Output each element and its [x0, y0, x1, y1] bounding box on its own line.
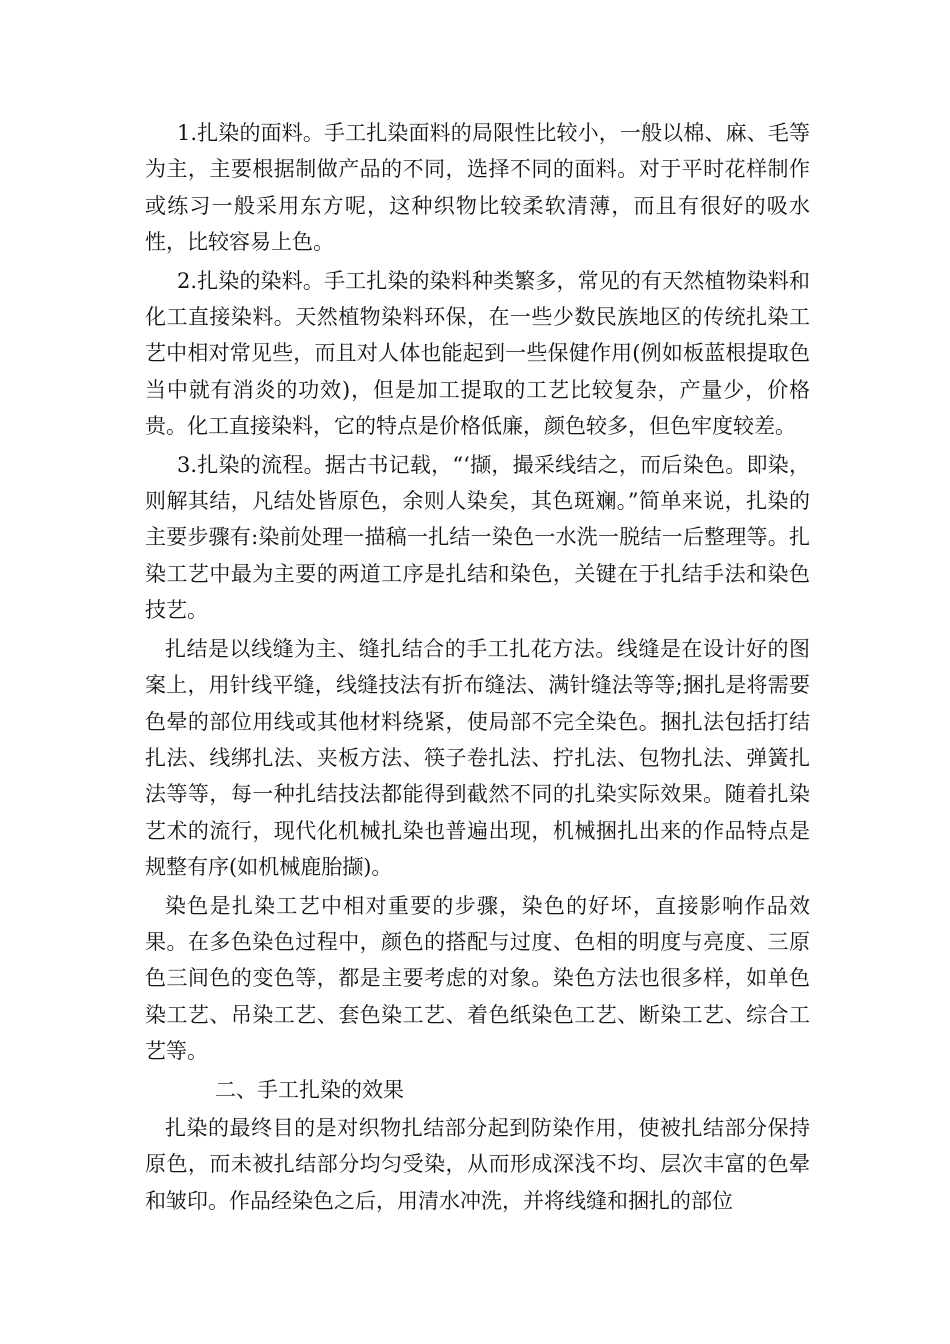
section-heading: 二、手工扎染的效果 — [215, 1077, 404, 1102]
paragraph-dyeing: 染色是扎染工艺中相对重要的步骤，染色的好坏，直接影响作品效果。在多色染色过程中，颜色的搭配与过度、色相的明度与亮度、三原色三间色的变色等，都是主要考虑的对象。染色方法也很多样，如单色染工艺、吊染工艺、套色染工艺、着色纸染色工艺、断染工艺、综合工艺等。 — [145, 893, 810, 1064]
paragraph-fabric: 1.扎染的面料。手工扎染面料的局限性比较小，一般以棉、麻、毛等为主，主要根据制做产品的不同，选择不同的面料。对于平时花样制作或练习一般采用东方呢，这种织物比较柔软清薄，而且有很好的吸水性，比较容易上色。 — [145, 121, 810, 255]
paragraph-dye: 2.扎染的染料。手工扎染的染料种类繁多，常见的有天然植物染料和化工直接染料。天然植物染料环保，在一些少数民族地区的传统扎染工艺中相对常见些，而且对人体也能起到一些保健作用(例如板蓝根提取色当中就有消炎的功效)，但是加工提取的工艺比较复杂，产量少，价格贵。化工直接染料，它的特点是价格低廉，颜色较多，但色牢度较差。 — [145, 268, 810, 439]
paragraph-process: 3.扎染的流程。据古书记载，“‘撷，撮采线结之，而后染色。即染，则解其结，凡结处皆原色，余则人染矣，其色斑斓。”简单来说，扎染的主要步骤有:染前处理一描稿一扎结一染色一水洗一脱结一后整理等。扎染工艺中最为主要的两道工序是扎结和染色，关键在于扎结手法和染色技艺。 — [145, 452, 810, 623]
paragraph-tying: 扎结是以线缝为主、缝扎结合的手工扎花方法。线缝是在设计好的图案上，用针线平缝，线缝技法有折布缝法、满针缝法等等;捆扎是将需要色晕的部位用线或其他材料绕紧，使局部不完全染色。捆扎法包括打结扎法、线绑扎法、夹板方法、筷子卷扎法、拧扎法、包物扎法、弹簧扎法等等，每一种扎结技法都能得到截然不同的扎染实际效果。随着扎染艺术的流行，现代化机械扎染也普遍出现，机械捆扎出来的作品特点是规整有序(如机械鹿胎撷)。 — [145, 636, 810, 880]
paragraph-effect: 扎染的最终目的是对织物扎结部分起到防染作用，使被扎结部分保持原色，而未被扎结部分均匀受染，从而形成深浅不均、层次丰富的色晕和皱印。作品经染色之后，用清水冲洗，并将线缝和捆扎的部位 — [145, 1115, 810, 1213]
document-body — [145, 115, 810, 1221]
